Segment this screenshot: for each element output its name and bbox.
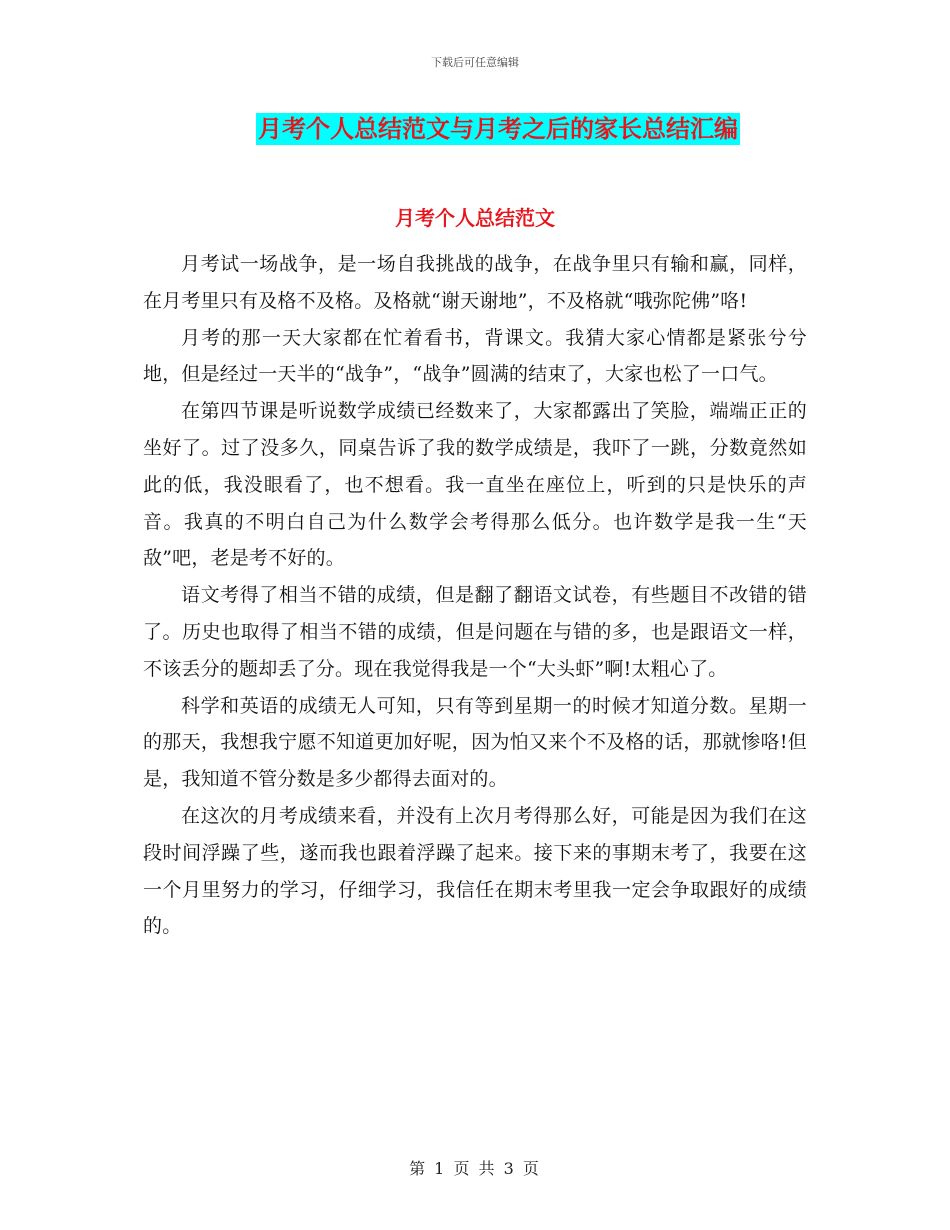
paragraph-2: 月考的那一天大家都在忙着看书，背课文。我猜大家心情都是紧张兮兮地，但是经过一天半的“战争”，“战争”圆满的结束了，大家也松了一口气。	[143, 326, 807, 386]
paragraph-5: 科学和英语的成绩无人可知，只有等到星期一的时候才知道分数。星期一的那天，我想我宁愿不知道更加好呢，因为怕又来个不及格的话，那就惨咯!但是，我知道不管分数是多少都得去面对的。	[143, 694, 807, 791]
paragraph-6: 在这次的月考成绩来看，并没有上次月考得那么好，可能是因为我们在这段时间浮躁了些，遂而我也跟着浮躁了起来。接下来的事期末考了，我要在这一个月里努力的学习，仔细学习，我信任在期末考里我一定会争取跟好的成绩的。	[143, 804, 807, 938]
header-note: 下载后可任意编辑	[431, 56, 519, 69]
main-title-container	[0, 113, 950, 145]
paragraph-3: 在第四节课是听说数学成绩已经数来了，大家都露出了笑脸，端端正正的坐好了。过了没多久，同桌告诉了我的数学成绩是，我吓了一跳，分数竟然如此的低，我没眼看了，也不想看。我一直坐在座位上，听到的只是快乐的声音。我真的不明白自己为什么数学会考得那么低分。也许数学是我一生“天敌”吧，老是考不好的。	[143, 400, 807, 570]
article-body	[143, 246, 807, 945]
page-number: 第 1 页 共 3 页	[409, 1159, 541, 1178]
main-title: 月考个人总结范文与月考之后的家长总结汇编	[258, 115, 738, 143]
paragraph-1: 月考试一场战争，是一场自我挑战的战争，在战争里只有输和赢，同样，在月考里只有及格不及格。及格就“谢天谢地”，不及格就“哦弥陀佛”咯!	[143, 253, 807, 312]
section-title: 月考个人总结范文	[395, 206, 555, 230]
paragraph-4: 语文考得了相当不错的成绩，但是翻了翻语文试卷，有些题目不改错的错了。历史也取得了相当不错的成绩，但是问题在与错的多，也是跟语文一样，不该丢分的题却丢了分。现在我觉得我是一个“大头虾”啊!太粗心了。	[143, 584, 807, 680]
